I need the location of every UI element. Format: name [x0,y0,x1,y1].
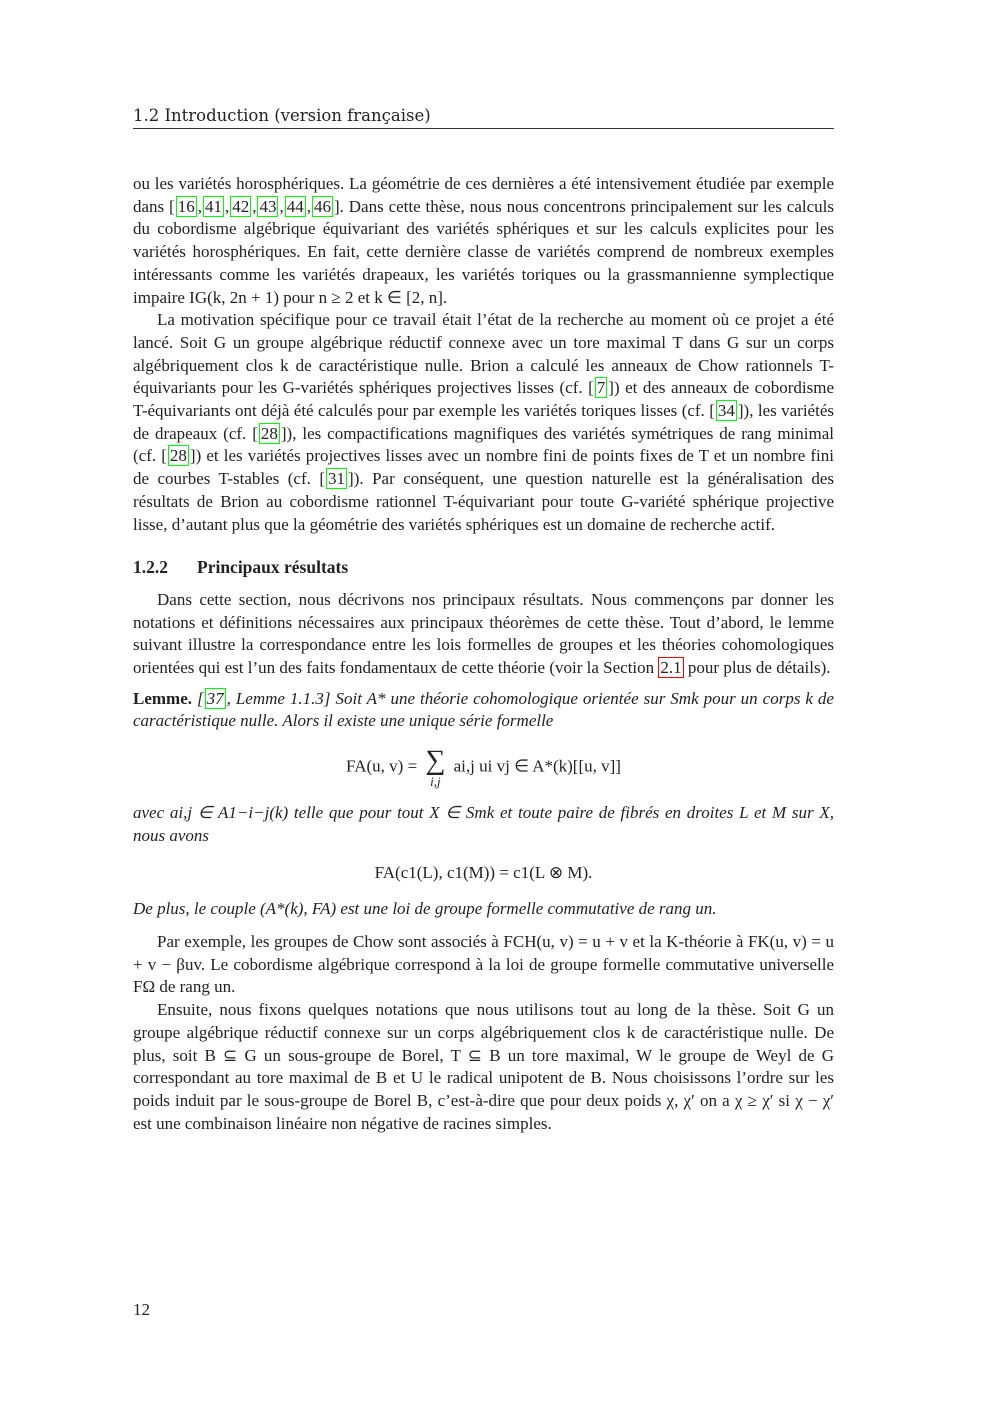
citation-link[interactable]: 41 [204,196,222,216]
sum-index: i,j [430,774,441,790]
paragraph: Par exemple, les groupes de Chow sont associés à FCH(u, v) = u + v et la K-théorie à FK(u, v) = u + v − βuv. Le cobordisme algébrique correspond à la loi de groupe formelle commutative universelle FΩ de rang un. [133,931,834,997]
page-number: 12 [133,1300,150,1319]
text-run: , Lemme 1.1.3] Soit A* une théorie cohomologique orientée sur Smk pour un corps k de caractéristique nulle. Alors il existe une unique série formelle [133,688,834,731]
text-run: . Dans cette thèse, nous nous concentrons principalement sur les calculs du cobordisme algébrique équivariant des variétés sphériques et sur les calculs explicites pour les variétés horosphériques. En fait, cette dernière classe de variétés comprend de nombreux exemples intéressants comme les variétés drapeaux, les variétés toriques ou la grassmannienne symplectique impaire IG(k, 2n + 1) pour n ≥ 2 et k ∈ [2, n]. [133,196,834,307]
paragraph: Ensuite, nous fixons quelques notations que nous utilisons tout au long de la thèse. Soit G un groupe algébrique réductif connexe sur un corps algébriquement clos k de caractéristique nulle. De plus, soit B ⊆ G un sous-groupe de Borel, T ⊆ B un tore maximal, W le groupe de Weyl de G correspondant au tore maximal de B et U le radical unipotent de B. Nous choisissons l’ordre sur les poids induit par le sous-groupe de Borel B, c’est-à-dire que pour deux poids χ, χ′ on a χ ≥ χ′ si χ − χ′ est une combinaison linéaire non négative de racines simples. [133,1000,834,1133]
running-title: 1.2 Introduction (version française) [133,106,834,129]
main-text [133,173,834,1135]
sum-symbol [425,747,445,788]
lemma-statement [133,802,834,847]
lemma-statement: Lemme. [ 37 , Lemme 1.1.3] Soit A* une théorie cohomologique orientée sur Smk pour un corps k de caractéristique nulle. Alors il existe une unique série formelle [133,688,834,731]
text-run: ) et les variétés projectives lisses avec un nombre fini de points fixes de T et un nombre fini de courbes T-stables (cf. [133,446,834,489]
text-run: ), les compactifications magnifiques des variétés symétriques de rang minimal (cf. [133,423,834,466]
citation-link[interactable]: 43 [259,196,277,216]
section-title: Principaux résultats [197,557,349,578]
equation-lhs: FA(u, v) = [346,756,418,776]
section-ref-link[interactable]: 2.1 [660,658,682,678]
section-heading [133,556,834,579]
text-run: pour plus de détails). [683,658,831,678]
lemma-conclusion: De plus, le couple (A*(k), FA) est une loi de groupe formelle commutative de rang un. [133,899,717,919]
text-run: Dans cette section, nous décrivons nos principaux résultats. Nous commençons par donner les notations et définitions nécessaires aux principaux théorèmes de cette thèse. Tout d’abord, le lemme suivant illustre la correspondance entre les lois formelles de groupes et les théories cohomologiques orientées qui est l’un des faits fondamentaux de cette théorie (voir la Section [133,589,834,678]
paragraph: La motivation spécifique pour ce travail était l’état de la recherche au moment où ce projet a été lancé. Soit G un groupe algébrique réductif connexe avec un tore maximal T dans G sur un corps algébriquement clos k de caractéristique nulle. Brion a calculé les anneaux de Chow rationnels T-équivariants pour les G-variétés sphériques projectives lisses (cf. [ 7 ]) et des anneaux de cobordisme T-équivariants ont déjà été calculés pour par exemple les variétés toriques lisses (cf. [ 34 ]), les variétés de drapeaux (cf. [ 28 ]), les compactifications magnifiques des variétés symétriques de rang minimal (cf. [ 28 ]) et les variétés projectives lisses avec un nombre fini de points fixes de T et un nombre fini de courbes T-stables (cf. [ 31 ]). Par conséquent, une question naturelle est la généralisation des résultats de Brion au cobordisme rationnel T-équivariant pour toute G-variété sphérique projective lisse, d’autant plus que la géométrie des variétés sphériques est un domaine de recherche actif. [133,310,834,534]
citation-link[interactable]: 34 [717,401,735,421]
text-run: ), les variétés de drapeaux (cf. [133,401,834,443]
citation-link[interactable]: 28 [260,423,278,443]
citation-link[interactable]: 42 [232,196,250,216]
sigma-glyph: ∑ [425,745,446,777]
text-run: avec ai,j ∈ A1−i−j(k) telle que pour tout X ∈ Smk et toute paire de fibrés en droites L et M sur X, nous avons [133,803,834,845]
text-run: ) et des anneaux de cobordisme T-équivariants ont déjà été calculés pour par exemple les variétés toriques lisses (cf. [133,378,834,421]
citation-link[interactable]: 37 [206,688,224,708]
equation-formal-series [133,747,834,788]
section-number: 1.2.2 [133,557,168,578]
citation-link[interactable]: 44 [286,196,304,216]
text-run: ou les variétés horosphériques. La géométrie de ces dernières a été intensivement étudiée par exemple dans [133,174,834,216]
citation-link[interactable]: 28 [169,446,187,466]
citation-link[interactable]: 16 [177,196,195,216]
citation-link[interactable]: 46 [313,196,331,216]
citation-link[interactable]: 7 [596,378,606,398]
text-run: ). Par conséquent, une question naturelle est la généralisation des résultats de Brion au cobordisme rationnel T-équivariant pour toute G-variété sphérique projective lisse, d’autant plus que la géométrie des variétés sphériques est un domaine de recherche actif. [133,469,834,534]
paragraph: ou les variétés horosphériques. La géométrie de ces dernières a été intensivement étudiée par exemple dans [ 16 , 41 , 42 , 43 , 44 , 46 ]. Dans cette thèse, nous nous concentrons principalement sur les calculs du cobordisme algébrique équivariant des variétés sphériques et sur les calculs explicites pour les variétés horosphériques. En fait, cette dernière classe de variétés comprend de nombreux exemples intéressants comme les variétés drapeaux, les variétés toriques ou la grassmannienne symplectique impaire IG(k, 2n + 1) pour n ≥ 2 et k ∈ [2, n]. [133,174,834,307]
lemma-label: Lemme. [133,688,193,708]
citation-link[interactable]: 31 [328,469,346,489]
equation-line-bundles: FA(c1(L), c1(M)) = c1(L ⊗ M). [374,862,593,882]
text-run: La motivation spécifique pour ce travail était l’état de la recherche au moment où ce projet a été lancé. Soit G un groupe algébrique réductif connexe avec un tore maximal T dans G sur un corps algébriquement clos k de caractéristique nulle. Brion a calculé les anneaux de Chow rationnels T-équivariants pour les G-variétés sphériques projectives lisses (cf. [133,310,834,398]
equation-rhs: ai,j ui vj ∈ A*(k)[[u, v]] [453,756,621,776]
paragraph [133,589,834,680]
